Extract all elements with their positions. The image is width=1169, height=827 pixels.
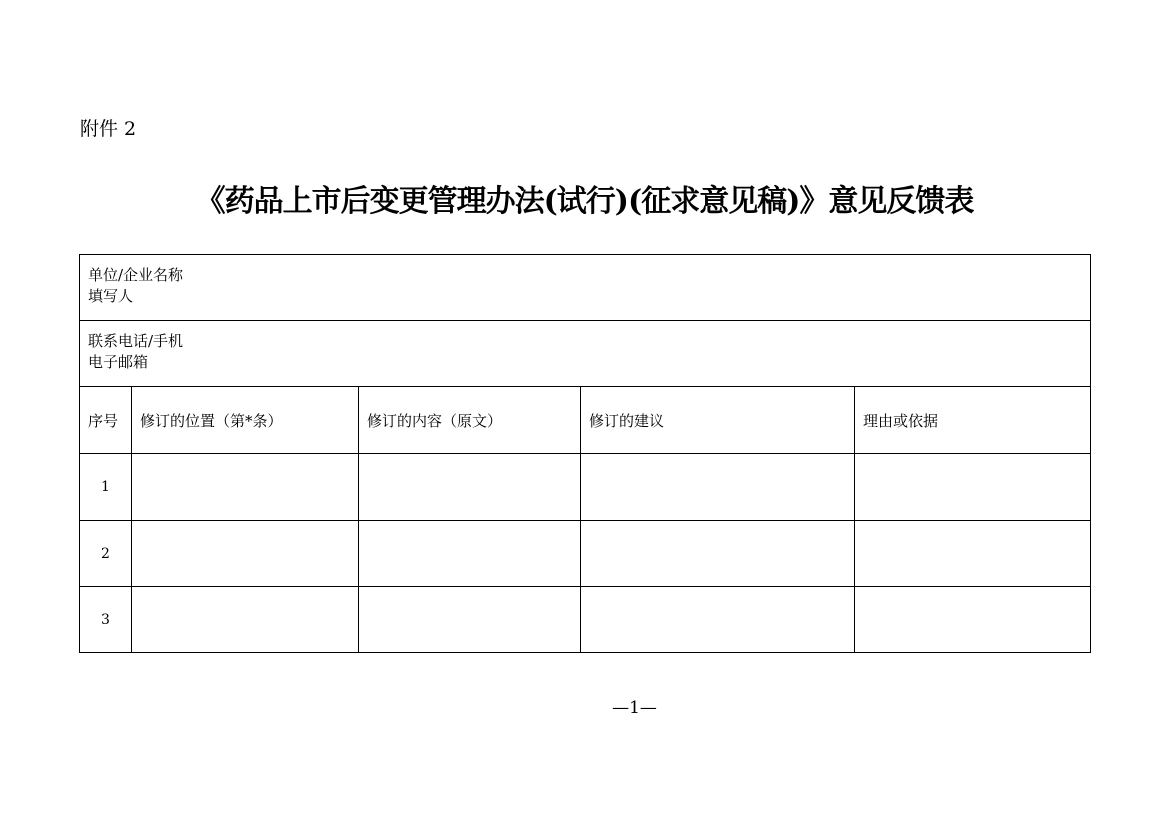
- reason-cell[interactable]: [855, 521, 1090, 586]
- content-cell[interactable]: [359, 587, 581, 652]
- table-row: [80, 454, 1090, 521]
- organization-name-label: 单位/企业名称: [88, 266, 184, 284]
- row-index: 2: [80, 521, 132, 586]
- header-reason: 理由或依据: [863, 411, 939, 430]
- feedback-grid: [80, 387, 1090, 652]
- attachment-label: 附件 2: [80, 118, 137, 140]
- table-row: [80, 587, 1090, 652]
- suggestion-cell[interactable]: [581, 587, 855, 652]
- phone-label: 联系电话/手机: [88, 332, 184, 350]
- row-index: 3: [80, 587, 132, 652]
- table-row: [80, 521, 1090, 587]
- contact-info-row: [80, 321, 1090, 387]
- reason-cell[interactable]: [855, 454, 1090, 520]
- row-index: 1: [80, 454, 132, 520]
- suggestion-cell[interactable]: [581, 454, 855, 520]
- feedback-form-table: [79, 254, 1091, 653]
- page-number: —1—: [612, 698, 657, 718]
- filler-name-label: 填写人: [88, 287, 134, 305]
- content-cell[interactable]: [359, 454, 581, 520]
- header-index: 序号: [80, 387, 132, 453]
- header-position: 修订的位置（第*条）: [132, 387, 359, 453]
- reason-cell[interactable]: [855, 587, 1090, 652]
- position-cell[interactable]: [132, 521, 359, 586]
- document-title: 《药品上市后变更管理办法(试行)(征求意见稿)》意见反馈表: [195, 184, 974, 219]
- position-cell[interactable]: [132, 587, 359, 652]
- header-content: 修订的内容（原文）: [359, 387, 581, 453]
- organization-info-row: [80, 255, 1090, 321]
- content-cell[interactable]: [359, 521, 581, 586]
- header-suggestion: 修订的建议: [581, 387, 855, 453]
- table-header-row: [80, 387, 1090, 454]
- suggestion-cell[interactable]: [581, 521, 855, 586]
- email-label: 电子邮箱: [88, 353, 149, 371]
- position-cell[interactable]: [132, 454, 359, 520]
